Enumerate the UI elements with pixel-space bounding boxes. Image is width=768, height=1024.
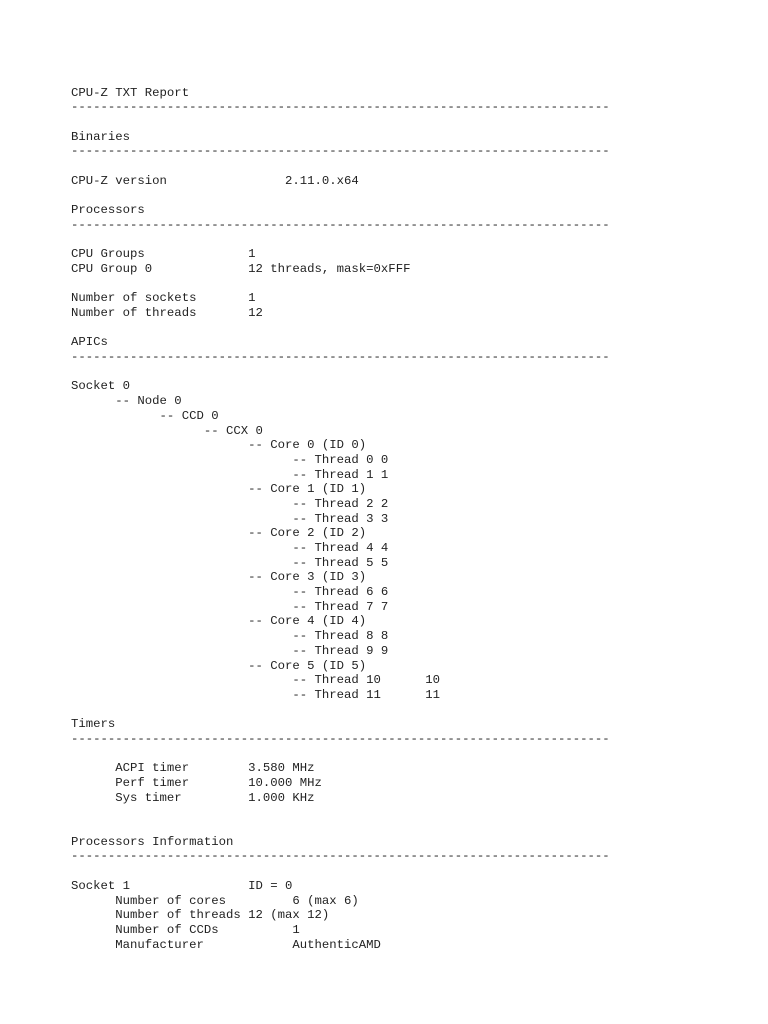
number-of-threads-info-line: Number of threads 12 (max 12) — [71, 908, 330, 923]
blank-line — [71, 71, 751, 86]
separator: ------------------------------------------------------------------------- — [71, 849, 610, 864]
report-document — [71, 71, 751, 952]
tree-thread-line: -- Thread 7 7 — [71, 599, 389, 614]
section-heading-processors-information: Processors Information — [71, 834, 234, 849]
tree-core-line: -- Core 2 (ID 2) — [71, 526, 367, 541]
tree-thread-line: -- Thread 10 10 — [71, 673, 440, 688]
number-of-sockets-line: Number of sockets 1 — [71, 291, 256, 306]
tree-ccx-line: -- CCX 0 — [71, 423, 263, 438]
tree-thread-line: -- Thread 4 4 — [71, 541, 389, 555]
blank-line — [71, 233, 751, 248]
tree-thread-line: -- Thread 2 2 — [71, 496, 389, 511]
separator: ------------------------------------------------------------------------- — [71, 144, 610, 159]
tree-thread-line: -- Thread 9 9 — [71, 643, 389, 658]
tree-thread-line: -- Thread 8 8 — [71, 629, 389, 644]
number-of-ccds-line: Number of CCDs 1 — [71, 922, 300, 937]
section-heading-binaries: Binaries — [71, 129, 131, 144]
separator: ------------------------------------------------------------------------- — [71, 217, 610, 232]
cpu-groups-line: CPU Groups 1 — [71, 247, 256, 262]
tree-core-line: -- Core 0 (ID 0) — [71, 438, 367, 453]
blank-line — [71, 115, 751, 130]
section-heading-apics: APICs — [71, 335, 108, 350]
blank-line — [71, 159, 751, 174]
separator: ------------------------------------------------------------------------- — [71, 731, 610, 746]
blank-line — [71, 864, 751, 879]
number-of-cores-line: Number of cores 6 (max 6) — [71, 893, 359, 908]
cpuz-version-line: CPU-Z version 2.11.0.x64 — [71, 173, 359, 188]
tree-thread-line: -- Thread 5 5 — [71, 555, 389, 570]
tree-thread-line: -- Thread 6 6 — [71, 585, 389, 600]
blank-line — [71, 805, 751, 820]
tree-core-line: -- Core 1 (ID 1) — [71, 482, 367, 497]
report-title: CPU-Z TXT Report — [71, 85, 190, 100]
tree-core-line: -- Core 4 (ID 4) — [71, 614, 367, 629]
section-heading-processors: Processors — [71, 203, 145, 218]
tree-node-line: -- Node 0 — [71, 394, 182, 409]
cpu-group-0-line: CPU Group 0 12 threads, mask=0xFFF — [71, 261, 411, 276]
tree-core-line: -- Core 5 (ID 5) — [71, 658, 367, 673]
blank-line — [71, 277, 751, 292]
tree-core-line: -- Core 3 (ID 3) — [71, 570, 367, 585]
tree-thread-line: -- Thread 0 0 — [71, 452, 389, 467]
tree-thread-line: -- Thread 11 11 — [71, 687, 440, 702]
blank-line — [71, 747, 751, 762]
tree-ccd-line: -- CCD 0 — [71, 408, 219, 423]
number-of-threads-line: Number of threads 12 — [71, 306, 263, 320]
manufacturer-line: Manufacturer AuthenticAMD — [71, 937, 381, 952]
tree-thread-line: -- Thread 1 1 — [71, 467, 389, 482]
sys-timer-line: Sys timer 1.000 KHz — [71, 790, 315, 805]
blank-line — [71, 820, 751, 835]
acpi-timer-line: ACPI timer 3.580 MHz — [71, 761, 315, 776]
separator: ------------------------------------------------------------------------- — [71, 350, 610, 365]
tree-thread-line: -- Thread 3 3 — [71, 511, 389, 526]
blank-line — [71, 189, 751, 204]
separator: ------------------------------------------------------------------------- — [71, 100, 610, 115]
blank-line — [71, 365, 751, 380]
perf-timer-line: Perf timer 10.000 MHz — [71, 776, 322, 790]
blank-line — [71, 703, 751, 718]
socket-1-line: Socket 1 ID = 0 — [71, 878, 293, 893]
tree-socket-line: Socket 0 — [71, 379, 131, 394]
section-heading-timers: Timers — [71, 717, 116, 732]
blank-line — [71, 321, 751, 336]
